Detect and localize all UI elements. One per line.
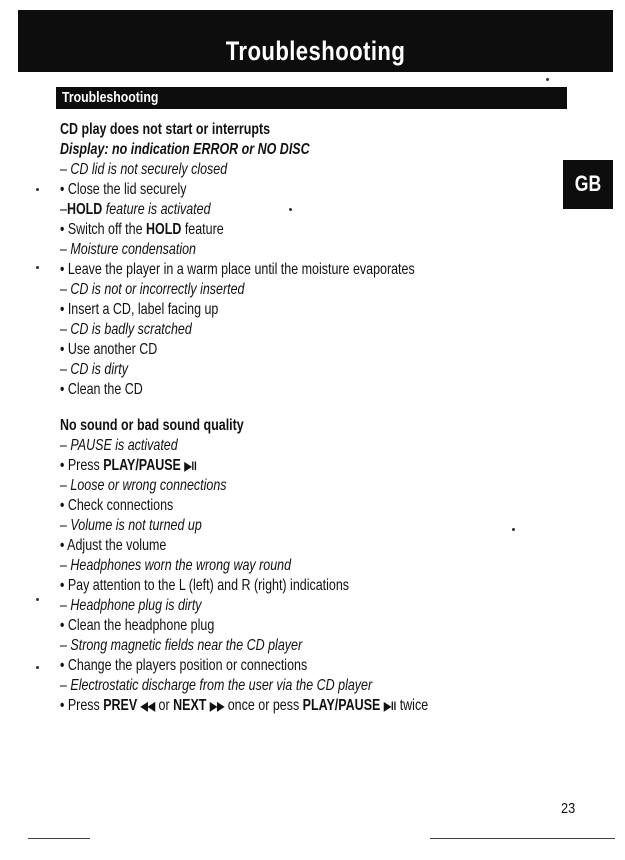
footer-rule-left: [28, 838, 90, 839]
remedy-item: • Close the lid securely: [60, 181, 187, 198]
cause-text: Moisture condensation: [70, 241, 196, 258]
remedy-text: Close the lid securely: [67, 181, 187, 198]
section-heading-cd-play: CD play does not start or interrupts: [60, 121, 271, 138]
scan-speck: [289, 208, 292, 211]
cause-item: –HOLD feature is activated: [60, 201, 211, 218]
cause-item: – Strong magnetic fields near the CD player: [60, 637, 303, 654]
language-tab: [563, 160, 613, 209]
cause-text: Strong magnetic fields near the CD player: [70, 637, 303, 654]
remedy-text-pre: Press: [67, 457, 104, 474]
title-banner: [18, 10, 613, 72]
remedy-text-mid: or: [155, 697, 174, 714]
display-indication: Display: no indication ERROR or NO DISC: [60, 141, 310, 158]
prev-key-label: PREV: [103, 697, 138, 714]
cause-text: Volume is not turned up: [70, 517, 202, 534]
cause-text: CD is dirty: [70, 361, 128, 378]
remedy-text-post: feature: [181, 221, 224, 238]
play-pause-icon: ▶II: [383, 699, 397, 713]
cause-item: – CD lid is not securely closed: [60, 161, 228, 178]
cause-item: – CD is dirty: [60, 361, 128, 378]
next-key-label: NEXT: [173, 697, 207, 714]
cause-text: Headphone plug is dirty: [70, 597, 202, 614]
remedy-text-mid2: once or pess: [224, 697, 303, 714]
page-number: 23: [561, 800, 576, 817]
cause-text: Headphones worn the wrong way round: [70, 557, 292, 574]
remedy-text-post: twice: [396, 697, 429, 714]
remedy-item: • Check connections: [60, 497, 174, 514]
section-header-bar: [56, 87, 567, 109]
cause-item: – Loose or wrong connections: [60, 477, 227, 494]
play-pause-key-label: PLAY/PAUSE: [302, 697, 381, 714]
prev-icon: ◀◀: [140, 699, 156, 713]
cause-item: – Electrostatic discharge from the user via the CD player: [60, 677, 373, 694]
remedy-text-pre: Switch off the: [67, 221, 146, 238]
cause-item: – Volume is not turned up: [60, 517, 202, 534]
remedy-text: Check connections: [67, 497, 174, 514]
cause-text: CD lid is not securely closed: [70, 161, 228, 178]
language-tab-label: GB: [574, 171, 602, 196]
cause-item: – PAUSE is activated: [60, 437, 178, 454]
remedy-text: Change the players position or connections: [67, 657, 308, 674]
remedy-item: • Insert a CD, label facing up: [60, 301, 219, 318]
remedy-item: • Press PLAY/PAUSE ▶II: [60, 457, 197, 474]
scan-speck: [36, 598, 39, 601]
remedy-item: • Pay attention to the L (left) and R (right) indications: [60, 577, 350, 594]
remedy-text: Insert a CD, label facing up: [67, 301, 219, 318]
footer-rule-right: [430, 838, 615, 839]
cause-item: – CD is badly scratched: [60, 321, 192, 338]
remedy-item: • Use another CD: [60, 341, 158, 358]
cause-item: – Moisture condensation: [60, 241, 196, 258]
hold-key-label: HOLD: [145, 221, 182, 238]
cause-item: – CD is not or incorrectly inserted: [60, 281, 245, 298]
cause-text: feature is activated: [105, 201, 211, 218]
remedy-text: Clean the headphone plug: [67, 617, 215, 634]
scan-speck: [36, 188, 39, 191]
play-pause-key-label: PLAY/PAUSE: [103, 457, 181, 474]
section-header-title: Troubleshooting: [62, 89, 159, 106]
remedy-text: Pay attention to the L (left) and R (right) indications: [67, 577, 350, 594]
remedy-text: Use another CD: [67, 341, 158, 358]
page-title: Troubleshooting: [225, 36, 406, 66]
remedy-item: • Switch off the HOLD feature: [60, 221, 224, 238]
remedy-text: Clean the CD: [67, 381, 143, 398]
scan-speck: [546, 78, 549, 81]
remedy-item: • Leave the player in a warm place until the moisture evaporates: [60, 261, 415, 278]
play-pause-icon: ▶II: [184, 459, 197, 473]
remedy-item: • Press PREV ◀◀ or NEXT ▶▶ once or pess PLAY/PAUSE ▶II twice: [60, 697, 429, 714]
cause-text: PAUSE is activated: [70, 437, 178, 454]
remedy-item: • Change the players position or connections: [60, 657, 308, 674]
remedy-item: • Clean the CD: [60, 381, 143, 398]
cause-item: – Headphones worn the wrong way round: [60, 557, 292, 574]
scan-speck: [512, 528, 515, 531]
remedy-text: Adjust the volume: [67, 537, 167, 554]
remedy-text-pre: Press: [67, 697, 104, 714]
cause-text: CD is badly scratched: [70, 321, 192, 338]
hold-key-label: HOLD: [66, 201, 103, 218]
cause-text: Electrostatic discharge from the user via the CD player: [70, 677, 373, 694]
remedy-item: • Adjust the volume: [60, 537, 167, 554]
scan-speck: [36, 266, 39, 269]
remedy-text: Leave the player in a warm place until the moisture evaporates: [67, 261, 415, 278]
cause-item: – Headphone plug is dirty: [60, 597, 202, 614]
cause-text: Loose or wrong connections: [70, 477, 227, 494]
section-spacer: [60, 400, 560, 416]
next-icon: ▶▶: [209, 699, 225, 713]
troubleshooting-content: [60, 120, 560, 716]
remedy-item: • Clean the headphone plug: [60, 617, 215, 634]
cause-text: CD is not or incorrectly inserted: [70, 281, 245, 298]
section-heading-no-sound: No sound or bad sound quality: [60, 417, 244, 434]
scan-speck: [36, 666, 39, 669]
